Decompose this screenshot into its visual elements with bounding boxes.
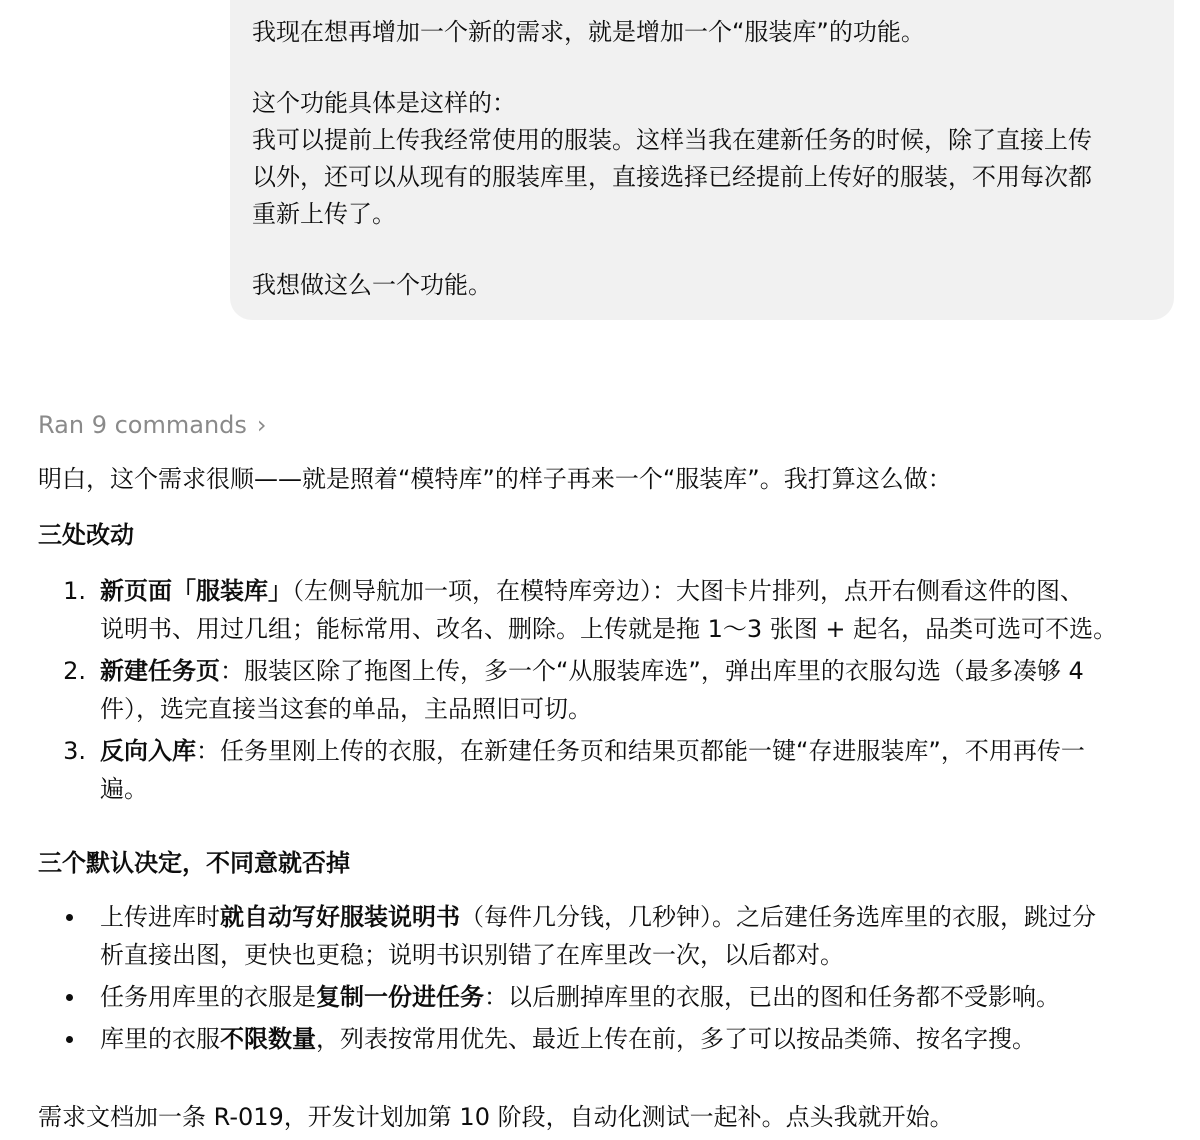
item-bold: 新建任务页 bbox=[100, 657, 220, 685]
bullet-icon bbox=[38, 978, 100, 1016]
chevron-right-icon: › bbox=[256, 411, 267, 439]
list-item bbox=[38, 898, 1178, 974]
item-text: 说明书、用过几组；能标常用、改名、删除。上传就是拖 1～3 张图 + 起名，品类可选可不选。 bbox=[100, 615, 1118, 643]
bullet-icon bbox=[38, 898, 100, 974]
decisions-list bbox=[38, 898, 1178, 1062]
item-text: 上传进库时 bbox=[100, 903, 220, 931]
user-message-line: 以外，还可以从现有的服装库里，直接选择已经提前上传好的服装，不用每次都 bbox=[252, 163, 1092, 191]
ran-commands-toggle[interactable] bbox=[38, 408, 267, 442]
user-message-line: 重新上传了。 bbox=[252, 200, 396, 228]
list-number: 2. bbox=[63, 657, 86, 685]
list-item bbox=[38, 978, 1178, 1016]
item-text: ，列表按常用优先、最近上传在前，多了可以按品类筛、按名字搜。 bbox=[316, 1025, 1036, 1053]
section-title-decisions: 三个默认决定，不同意就否掉 bbox=[38, 849, 350, 877]
ran-commands-label: Ran 9 commands bbox=[38, 411, 247, 439]
reply-intro: 明白，这个需求很顺——就是照着“模特库”的样子再来一个“服装库”。我打算这么做： bbox=[38, 465, 952, 493]
item-bold: 新页面「服装库」 bbox=[100, 577, 292, 605]
item-text: 任务用库里的衣服是 bbox=[100, 983, 316, 1011]
user-message-line: 这个功能具体是这样的： bbox=[252, 89, 516, 117]
item-text: （每件几分钱，几秒钟）。之后建任务选库里的衣服，跳过分 bbox=[460, 903, 1096, 931]
reply-outro: 需求文档加一条 R-019，开发计划加第 10 阶段，自动化测试一起补。点头我就开始。 bbox=[38, 1103, 954, 1131]
changes-list bbox=[38, 572, 1178, 812]
user-message-line: 我想做这么一个功能。 bbox=[252, 271, 492, 299]
section-title-changes: 三处改动 bbox=[38, 521, 134, 549]
item-text: （左侧导航加一项，在模特库旁边）：大图卡片排列，点开右侧看这件的图、 bbox=[292, 577, 1084, 605]
list-number: 1. bbox=[63, 577, 86, 605]
item-text: ：以后删掉库里的衣服，已出的图和任务都不受影响。 bbox=[484, 983, 1060, 1011]
list-item bbox=[38, 732, 1178, 808]
list-item bbox=[38, 1020, 1178, 1058]
item-text: ：任务里刚上传的衣服，在新建任务页和结果页都能一键“存进服装库”，不用再传一 bbox=[196, 737, 1085, 765]
item-bold: 反向入库 bbox=[100, 737, 196, 765]
list-item bbox=[38, 652, 1178, 728]
item-text: 析直接出图，更快也更稳；说明书识别错了在库里改一次，以后都对。 bbox=[100, 941, 844, 969]
bullet-icon bbox=[38, 1020, 100, 1058]
item-bold: 不限数量 bbox=[220, 1025, 316, 1053]
item-bold: 就自动写好服装说明书 bbox=[220, 903, 460, 931]
user-message-line: 我现在想再增加一个新的需求，就是增加一个“服装库”的功能。 bbox=[252, 18, 925, 46]
item-text: 遍。 bbox=[100, 775, 148, 803]
item-bold: 复制一份进任务 bbox=[316, 983, 484, 1011]
item-text: 件），选完直接当这套的单品，主品照旧可切。 bbox=[100, 695, 592, 723]
user-message-bubble bbox=[230, 0, 1174, 320]
list-number: 3. bbox=[63, 737, 86, 765]
user-message-line: 我可以提前上传我经常使用的服装。这样当我在建新任务的时候，除了直接上传 bbox=[252, 126, 1092, 154]
item-text: 库里的衣服 bbox=[100, 1025, 220, 1053]
item-text: ：服装区除了拖图上传，多一个“从服装库选”，弹出库里的衣服勾选（最多凑够 4 bbox=[220, 657, 1084, 685]
list-item bbox=[38, 572, 1178, 648]
